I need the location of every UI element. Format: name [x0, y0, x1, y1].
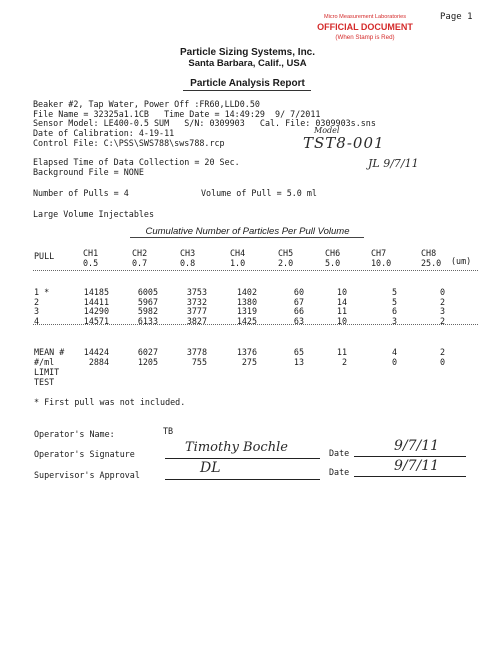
mean-cell: 11 [336, 347, 347, 357]
table-cell: 1319 [236, 306, 257, 316]
perml-cell: 275 [241, 357, 257, 367]
info-sensor: Sensor Model: LE400-0.5 SUM S/N: 0309903 Cal. File: 0309903s.sns [33, 118, 376, 128]
table-cell: 1425 [236, 315, 257, 326]
supervisor-date-label: Date [329, 467, 350, 477]
table-cell: 11 [336, 306, 347, 316]
table-cell: 5982 [137, 306, 158, 316]
perml-cell: 2884 [88, 357, 109, 367]
mean-cell: 2 [439, 347, 445, 357]
channel-name: CH2 [132, 248, 148, 258]
pull-number: 2 [34, 296, 40, 307]
mean-cell: 65 [293, 347, 304, 357]
operator-signature-label: Operator's Signature [34, 449, 135, 459]
info-pull-volume: Volume of Pull = 5.0 ml [201, 188, 317, 198]
info-beaker: Beaker #2, Tap Water, Power Off :FR60,LLD0.50 [33, 99, 260, 109]
limit-label: LIMIT [34, 367, 60, 377]
channel-name: CH6 [325, 248, 341, 258]
channel-size: 10.0 [371, 258, 392, 268]
table-cell: 3753 [186, 287, 207, 297]
info-calibration-date: Date of Calibration: 4-19-11 [33, 128, 175, 138]
info-number-of-pulls: Number of Pulls = 4 [33, 188, 129, 198]
channel-name: CH7 [371, 248, 387, 258]
report-title-underline [183, 90, 311, 91]
unit-label: (um) [451, 256, 472, 266]
table-cell: 3 [439, 306, 445, 316]
supervisor-signature-line [165, 479, 320, 480]
supervisor-date: 9/7/11 [394, 458, 440, 474]
table-cell: 5 [391, 296, 397, 307]
table-cell: 3827 [186, 315, 207, 326]
mean-cell: 14424 [83, 347, 109, 357]
table-cell: 10 [336, 287, 347, 297]
operator-name-value: TB [163, 426, 174, 436]
table-cell: 1402 [236, 287, 257, 297]
operator-signature: Timothy Bochle [185, 440, 288, 455]
supervisor-signature: DL [200, 460, 221, 476]
table-cell: 14 [336, 296, 347, 307]
channel-name: CH5 [278, 248, 294, 258]
table-cell: 14411 [83, 296, 109, 307]
table-title-underline [130, 237, 364, 238]
channel-name: CH8 [421, 248, 437, 258]
table-cell: 2 [439, 296, 445, 307]
handwritten-initials-date: JL 9/7/11 [368, 157, 419, 170]
company-name: Particle Sizing Systems, Inc. [179, 47, 316, 58]
operator-date-line [354, 456, 466, 457]
perml-cell: 0 [391, 357, 397, 367]
perml-label: #/ml [34, 357, 55, 367]
table-cell: 3777 [186, 306, 207, 316]
channel-size: 0.5 [83, 258, 99, 268]
table-cell: 14185 [83, 287, 109, 297]
channel-size: 2.0 [278, 258, 294, 268]
pull-number: 3 [34, 306, 40, 316]
table-cell: 14290 [83, 306, 109, 316]
page-number: Page 1 [440, 12, 473, 22]
operator-date: 9/7/11 [394, 438, 440, 454]
handwritten-model: TST8-001 [303, 134, 385, 152]
table-cell: 6 [391, 306, 397, 316]
table-cell: 60 [293, 287, 304, 297]
table-cell: 0 [439, 287, 445, 297]
pull-number: 4 [34, 315, 40, 326]
stamp-lab-name: Micro Measurement Laboratories [323, 14, 407, 20]
info-elapsed-time: Elapsed Time of Data Collection = 20 Sec. [33, 157, 240, 167]
mean-cell: 4 [391, 347, 397, 357]
table-cell: 14571 [83, 315, 109, 326]
test-label: TEST [34, 377, 55, 387]
channel-size: 25.0 [421, 258, 442, 268]
perml-cell: 755 [191, 357, 207, 367]
perml-cell: 2 [341, 357, 347, 367]
table-cell: 3 [391, 315, 397, 326]
table-cell: 1380 [236, 296, 257, 307]
operator-name-label: Operator's Name: [34, 429, 115, 439]
footnote: * First pull was not included. [34, 397, 186, 407]
perml-cell: 0 [439, 357, 445, 367]
supervisor-approval-label: Supervisor's Approval [34, 470, 140, 480]
company-location: Santa Barbara, Calif., USA [188, 58, 307, 69]
mean-cell: 6027 [137, 347, 158, 357]
pull-number: 1 * [34, 287, 50, 297]
operator-signature-line [165, 458, 320, 459]
channel-name: CH4 [230, 248, 246, 258]
table-title: Cumulative Number of Particles Per Pull Volume [145, 226, 350, 237]
mean-label: MEAN # [34, 347, 65, 357]
table-cell: 6133 [137, 315, 158, 326]
table-cell: 10 [336, 315, 347, 326]
table-cell: 5967 [137, 296, 158, 307]
table-cell: 66 [293, 306, 304, 316]
channel-name: CH1 [83, 248, 99, 258]
mean-cell: 1376 [236, 347, 257, 357]
perml-cell: 13 [293, 357, 304, 367]
table-cell: 3732 [186, 296, 207, 307]
channel-size: 5.0 [325, 258, 341, 268]
handwritten-model-label: Model [314, 126, 340, 135]
table-cell: 5 [391, 287, 397, 297]
channel-size: 0.7 [132, 258, 148, 268]
operator-date-label: Date [329, 448, 350, 458]
report-title: Particle Analysis Report [190, 78, 305, 89]
channel-size: 0.8 [180, 258, 196, 268]
channel-name: CH3 [180, 248, 196, 258]
info-description: Large Volume Injectables [33, 209, 155, 219]
supervisor-date-line [354, 476, 466, 477]
info-background-file: Background File = NONE [33, 167, 144, 177]
mean-cell: 3778 [186, 347, 207, 357]
info-control-file: Control File: C:\PSS\SWS788\sws788.rcp [33, 138, 225, 148]
table-cell: 67 [293, 296, 304, 307]
table-cell: 2 [439, 315, 445, 326]
info-file-time: File Name = 32325a1.1CB Time Date = 14:49:29 9/ 7/2011 [33, 109, 321, 119]
stamp-official-document: OFFICIAL DOCUMENT [317, 22, 413, 32]
table-cell: 63 [293, 315, 304, 326]
table-cell: 6005 [137, 287, 158, 297]
header-divider [33, 270, 478, 271]
perml-cell: 1205 [137, 357, 158, 367]
pull-header: PULL [34, 251, 55, 261]
rows-divider [33, 324, 478, 325]
channel-size: 1.0 [230, 258, 246, 268]
stamp-note: (When Stamp is Red) [335, 34, 395, 41]
